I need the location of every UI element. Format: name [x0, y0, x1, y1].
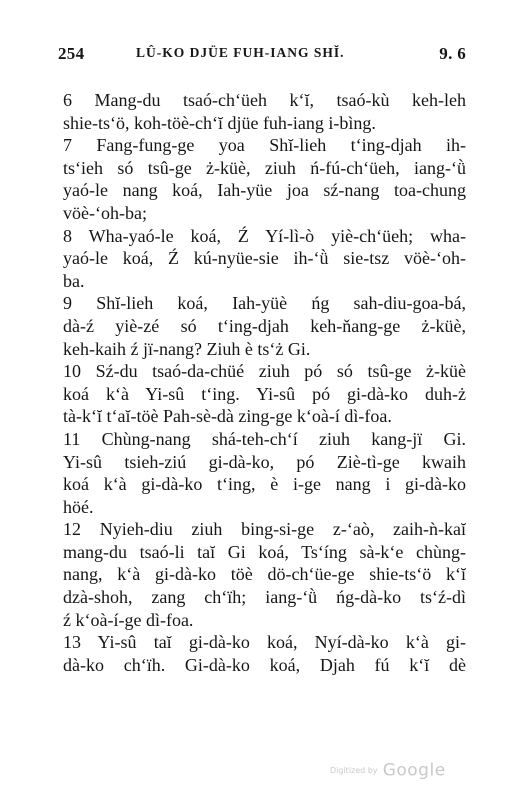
text-line: keh-kaih ź jï-nang? Ziuh è ts‘ż Gi.	[63, 338, 311, 359]
text-line: koá k‘à gi-dà-ko t‘ing, è i-ge nang i gi-dà-ko	[63, 474, 466, 495]
text-line: 7 Fang-fung-ge yoa Shĭ-lieh t‘ing-djah ih-	[63, 135, 466, 156]
text-line: ź k‘oà-í-ge dì-foa.	[63, 609, 194, 630]
text-line: 8 Wha-yaó-le koá, Ź Yí-lì-ò yiè-ch‘üeh; wha-	[63, 225, 466, 246]
text-line: 10 Sź-du tsaó-da-chüé ziuh pó só tsû-ge ż-küè	[63, 361, 466, 382]
text-line: yaó-le nang koá, Iah-yüe joa sź-nang toa-chung	[63, 180, 466, 201]
text-line: 11 Chùng-nang shá-teh-ch‘í ziuh kang-jï Gi.	[63, 428, 466, 449]
page-number: 254	[58, 44, 85, 63]
text-line: Yi-sû tsieh-ziú gi-dà-ko, pó Ziè-tì-ge kwaih	[63, 451, 466, 472]
watermark-brand: Google	[382, 760, 446, 781]
text-line: 12 Nyieh-diu ziuh bing-si-ge z-‘aò, zaih-ǹ-kaĭ	[63, 519, 466, 540]
text-line: höé.	[63, 496, 94, 517]
text-line: shie-ts‘ö, koh-töè-ch‘ĭ djüe fuh-iang i-bìng.	[63, 112, 376, 133]
text-line: vöè-‘oh-ba;	[63, 202, 147, 223]
running-head	[58, 44, 466, 68]
text-line: nang, k‘à gi-dà-ko töè dö-ch‘üe-ge shie-ts‘ö k‘ĭ	[63, 564, 466, 585]
digitized-watermark	[330, 760, 446, 781]
text-line: dà-ko ch‘ïh. Gi-dà-ko koá, Djah fú k‘ĭ dè	[63, 654, 466, 675]
text-line: mang-du tsaó-li taĭ Gi koá, Ts‘íng sà-k‘e chùng-	[63, 541, 466, 562]
text-line: yaó-le koá, Ź kú-nyüe-sie ih-‘ǜ sie-tsz vöè-‘oh-	[63, 248, 466, 269]
text-line: ts‘ieh só tsû-ge ż-küè, ziuh ń-fú-ch‘üeh, iang-‘ǜ	[63, 157, 466, 178]
text-line: koá k‘à Yi-sû t‘ing. Yi-sû pó gi-dà-ko duh-ż	[63, 383, 466, 404]
running-title: LÛ-KO DJÜE FUH-IANG SHĬ.	[136, 45, 345, 60]
body-text	[63, 89, 466, 676]
watermark-prefix: Digitized by	[330, 766, 378, 775]
text-line: 6 Mang-du tsaó-ch‘üeh k‘ĭ, tsaó-kù keh-leh	[63, 90, 466, 110]
text-line: ba.	[63, 270, 85, 291]
text-line: 9 Shĭ-lieh koá, Iah-yüè ńg sah-diu-goa-bá,	[63, 293, 466, 314]
chapter-verse: 9. 6	[439, 44, 466, 63]
text-line: tà-k‘ĭ t‘aĭ-töè Pah-sè-dà zing-ge k‘oà-í dì-foa.	[63, 406, 392, 427]
text-line: 13 Yi-sû taĭ gi-dà-ko koá, Nyí-dà-ko k‘à gi-	[63, 632, 466, 653]
text-line: dzà-shoh, zang ch‘ïh; iang-‘ǜ ńg-dà-ko ts‘ź-dì	[63, 587, 466, 608]
text-line: dà-ź yiè-zé só t‘ing-djah keh-ňang-ge ż-küè,	[63, 315, 466, 336]
